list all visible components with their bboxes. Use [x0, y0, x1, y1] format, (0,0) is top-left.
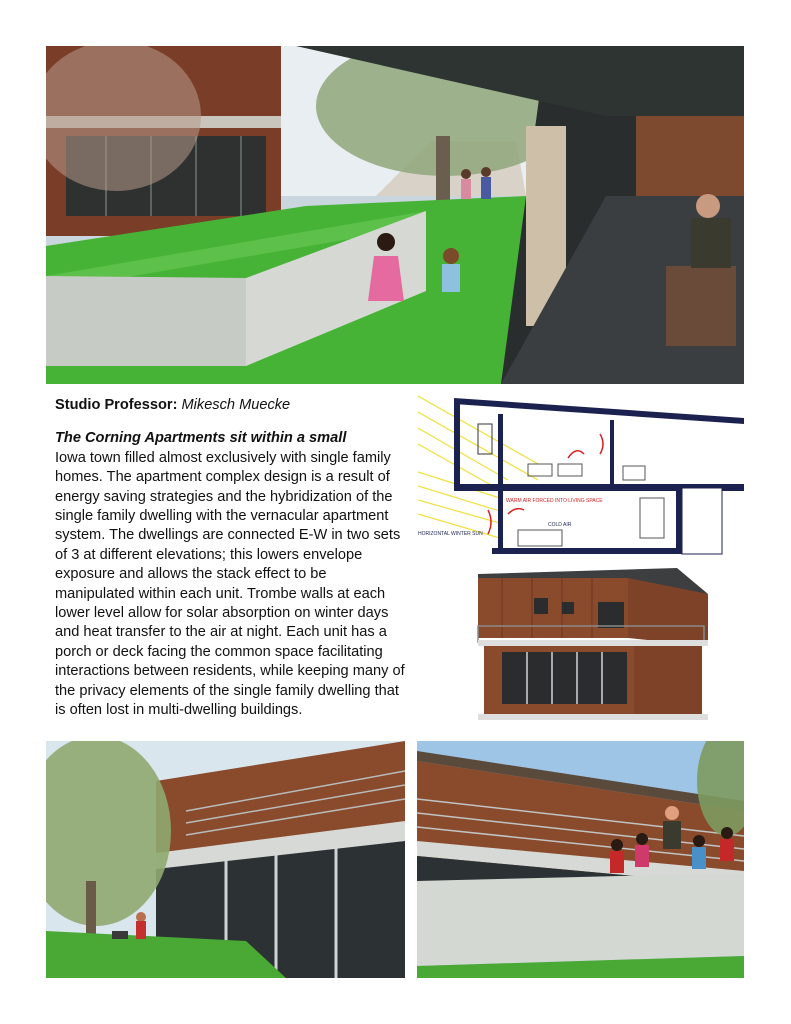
building-section-diagram — [418, 394, 744, 560]
professor-label: Studio Professor: — [55, 397, 178, 413]
winter-sun-label: HORIZONTAL WINTER SUN — [418, 531, 483, 537]
description-paragraph — [55, 429, 407, 720]
exterior-rendering-lawn — [46, 741, 405, 978]
description-body: Iowa town filled almost exclusively with single family homes. The apartment complex design is a result of energy saving strategies and the hybridization of the single family dwelling with the vernacular apartment system. The dwellings are connected E-W in two sets of 3 at different elevations; this lowers envelope exposure and allows the stack effect to be manipulated within each unit. Trombe walls at each lower level allow for solar absorption on winter days and heat transfer to the air at night. Each unit has a porch or deck facing the common space facilitating interactions between residents, while keeping many of the privacy elements of the single family dwelling that is often lost in multi-dwelling buildings. — [55, 449, 405, 719]
exterior-rendering-wall-kids — [417, 741, 744, 978]
project-description — [55, 396, 407, 721]
hero-courtyard-rendering — [46, 46, 744, 384]
warm-air-label: WARM AIR FORCED INTO LIVING SPACE — [506, 498, 603, 504]
unit-axonometric-rendering — [472, 564, 712, 740]
professor-line — [55, 396, 407, 415]
professor-name: Mikesch Muecke — [181, 397, 291, 413]
cold-air-label: COLD AIR — [548, 522, 572, 528]
description-lead: The Corning Apartments sit within a small — [55, 430, 347, 447]
